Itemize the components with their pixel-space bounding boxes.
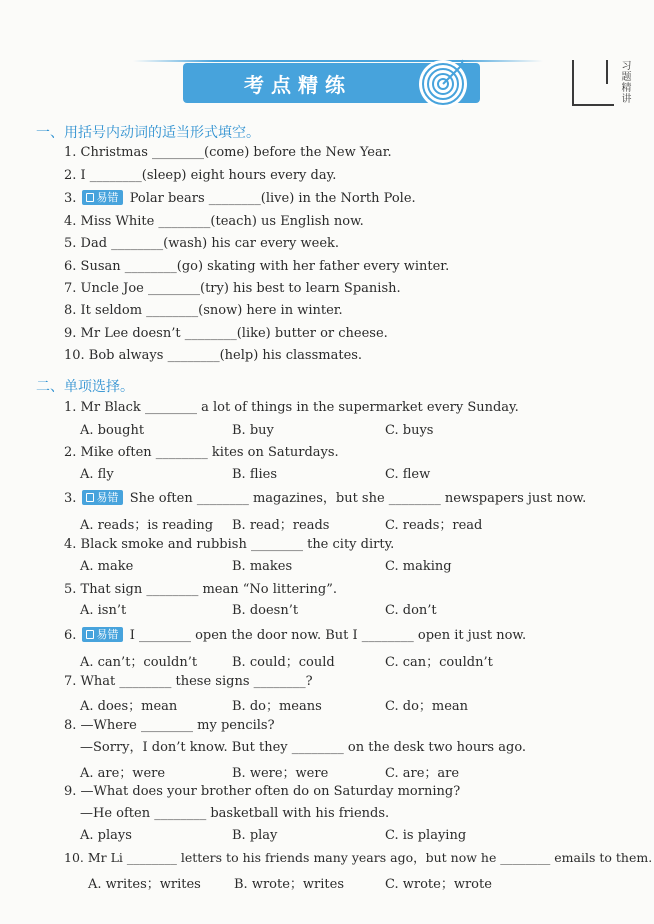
mc-question-2: 2. Mike often ________ kites on Saturdays. (64, 445, 339, 460)
fill-item-6: 6. Susan ________(go) skating with her father every winter. (64, 259, 450, 274)
book-icon (86, 493, 94, 502)
banner-title: 考点精练 (244, 73, 352, 97)
q1-option-c: C. buys (385, 423, 434, 438)
q1-option-a: A. bought (80, 423, 145, 438)
mc-question-1: 1. Mr Black ________ a lot of things in the supermarket every Sunday. (64, 400, 519, 415)
q10-option-c: C. wrote；wrote (385, 877, 492, 892)
side-tab-label: 习题精讲 (619, 60, 630, 104)
q10-option-a: A. writes；writes (88, 877, 201, 892)
mc-question-8-reply: —Sorry，I don’t know. But they ________ on the desk two hours ago. (80, 740, 527, 755)
q9-option-b: B. play (232, 828, 278, 843)
mc-question-3 (64, 490, 586, 507)
fill-item-5: 5. Dad ________(wash) his car every week. (64, 236, 340, 251)
mc-question-10: 10. Mr Li ________ letters to his friends many years ago，but now he ________ emails to them. (64, 850, 653, 865)
q6-option-a: A. can’t；couldn’t (80, 655, 198, 670)
badge-label: 易错 (96, 628, 119, 641)
q6-number: 6. (64, 628, 77, 643)
q3-stem: She often ________ magazines，but she ________ newspapers just now. (129, 491, 587, 506)
q8-option-a: A. are；were (80, 766, 166, 781)
q3-option-c: C. reads；read (385, 518, 483, 533)
mc-question-9: 9. —What does your brother often do on Saturday morning? (64, 784, 461, 799)
fill-item-3-text: Polar bears ________(live) in the North Pole. (129, 191, 416, 206)
mc-question-5: 5. That sign ________ mean “No littering”. (64, 582, 338, 597)
badge-label: 易错 (96, 491, 119, 504)
mc-question-6 (64, 627, 526, 644)
q7-option-c: C. do；mean (385, 699, 469, 714)
q6-option-c: C. can；couldn’t (385, 655, 493, 670)
side-tab (568, 60, 630, 108)
q2-option-a: A. fly (80, 467, 114, 482)
q9-option-c: C. is playing (385, 828, 467, 843)
mc-question-7: 7. What ________ these signs ________? (64, 674, 313, 689)
q4-option-a: A. make (80, 559, 134, 574)
q2-option-c: C. flew (385, 467, 431, 482)
q5-option-b: B. doesn’t (232, 603, 299, 618)
fill-item-2: 2. I ________(sleep) eight hours every day. (64, 168, 337, 183)
q10-option-b: B. wrote；writes (234, 877, 344, 892)
tab-bracket-inner (606, 60, 608, 84)
q3-option-a: A. reads；is reading (80, 518, 214, 533)
q5-option-c: C. don’t (385, 603, 437, 618)
fill-item-7: 7. Uncle Joe ________(try) his best to learn Spanish. (64, 281, 401, 296)
fill-item-3 (64, 190, 416, 207)
badge-label: 易错 (96, 191, 119, 204)
fill-item-1: 1. Christmas ________(come) before the New Year. (64, 145, 392, 160)
error-prone-badge (82, 490, 123, 505)
fill-item-8: 8. It seldom ________(snow) here in winter. (64, 303, 343, 318)
q2-option-b: B. flies (232, 467, 278, 482)
mc-question-8: 8. —Where ________ my pencils? (64, 718, 275, 733)
q3-number: 3. (64, 491, 77, 506)
fill-item-3-number: 3. (64, 191, 77, 206)
error-prone-badge (82, 627, 123, 642)
q6-option-b: B. could；could (232, 655, 335, 670)
q7-option-b: B. do；means (232, 699, 322, 714)
mc-question-4: 4. Black smoke and rubbish ________ the city dirty. (64, 537, 395, 552)
q1-option-b: B. buy (232, 423, 274, 438)
error-prone-badge (82, 190, 123, 205)
q4-option-c: C. making (385, 559, 452, 574)
q9-option-a: A. plays (80, 828, 132, 843)
section-1-heading: 一、用括号内动词的适当形式填空。 (36, 125, 260, 141)
book-icon (86, 193, 94, 202)
section-2-heading: 二、单项选择。 (36, 379, 134, 395)
fill-item-9: 9. Mr Lee doesn’t ________(like) butter or cheese. (64, 326, 388, 341)
q4-option-b: B. makes (232, 559, 293, 574)
q8-option-b: B. were；were (232, 766, 329, 781)
banner-divider (133, 60, 543, 62)
fill-item-10: 10. Bob always ________(help) his classmates. (64, 348, 363, 363)
q6-stem: I ________ open the door now. But I ________ open it just now. (129, 628, 527, 643)
q3-option-b: B. read；reads (232, 518, 330, 533)
target-icon (417, 58, 469, 110)
mc-question-9-reply: —He often ________ basketball with his friends. (80, 806, 390, 821)
book-icon (86, 630, 94, 639)
fill-item-4: 4. Miss White ________(teach) us English now. (64, 214, 364, 229)
q7-option-a: A. does；mean (80, 699, 178, 714)
q5-option-a: A. isn’t (80, 603, 127, 618)
q8-option-c: C. are；are (385, 766, 460, 781)
